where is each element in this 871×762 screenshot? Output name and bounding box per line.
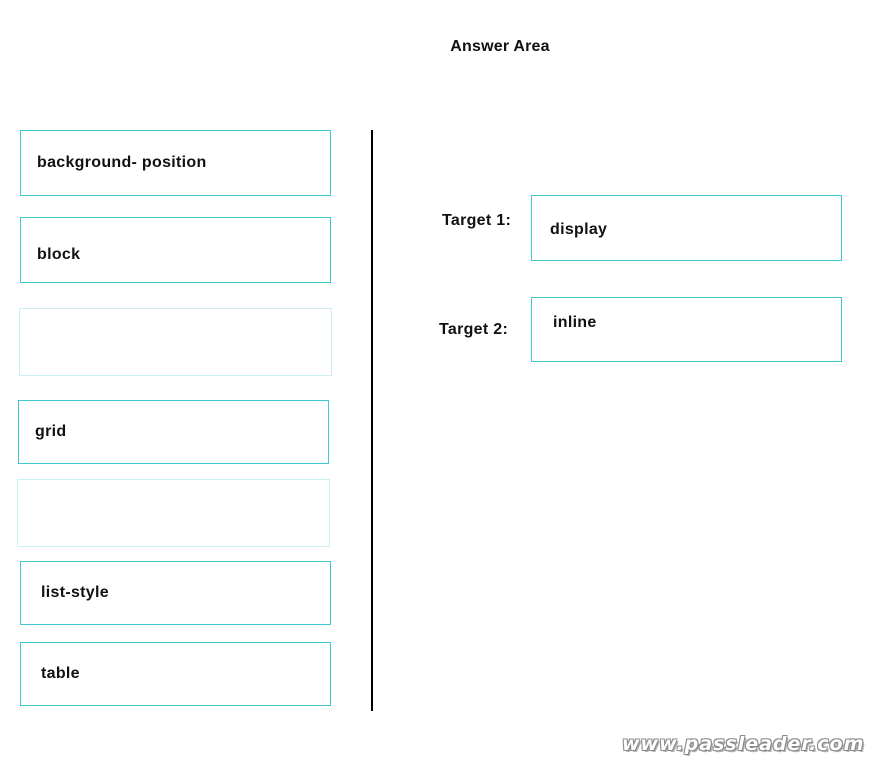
target-2-label: Target 2:: [439, 321, 509, 338]
choice-background-position[interactable]: [20, 130, 331, 196]
target-1-value: display: [550, 221, 608, 238]
choice-block[interactable]: [20, 217, 331, 283]
choice-table[interactable]: [20, 642, 331, 706]
target-1-drop-zone[interactable]: [531, 195, 842, 261]
choice-label: block: [37, 246, 81, 263]
choice-label: table: [41, 665, 80, 682]
choice-label: background- position: [37, 154, 207, 171]
column-divider: [371, 130, 373, 711]
target-2-value: inline: [553, 314, 597, 331]
watermark-text: www.passleader.com: [622, 733, 865, 755]
choice-label: grid: [35, 423, 67, 440]
choice-label: list-style: [41, 584, 109, 601]
target-2-drop-zone[interactable]: [531, 297, 842, 362]
choice-empty-slot-1[interactable]: [19, 308, 332, 376]
target-1-label: Target 1:: [442, 212, 512, 229]
choice-grid[interactable]: [18, 400, 329, 464]
choice-list-style[interactable]: [20, 561, 331, 625]
choice-empty-slot-2[interactable]: [17, 479, 330, 547]
answer-area-title: Answer Area: [450, 38, 550, 55]
